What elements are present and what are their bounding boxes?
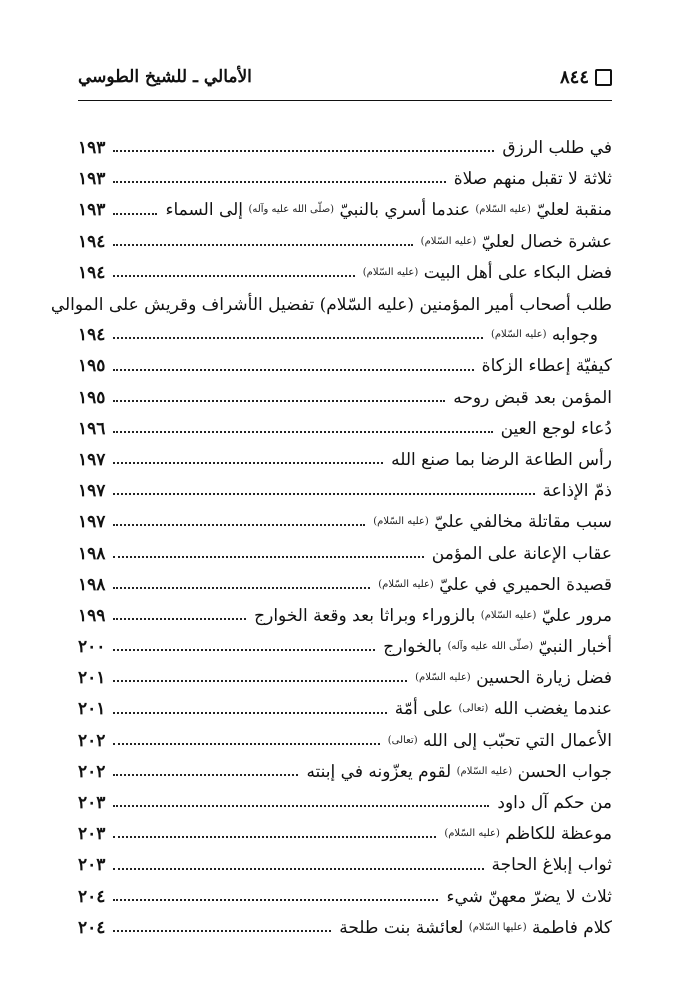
toc-entry	[78, 565, 612, 596]
toc-entry-title	[491, 324, 612, 346]
toc-page-number: ٢٠١	[78, 699, 106, 720]
toc-entry	[78, 378, 612, 409]
dot-leader	[113, 337, 483, 339]
dot-leader	[113, 213, 157, 215]
toc-page-number: ١٩٥	[78, 356, 106, 377]
dot-leader	[113, 556, 423, 558]
toc-page-number: ١٩٤	[78, 231, 106, 252]
toc-entry	[78, 752, 612, 783]
toc-entry-text: عندما يغضب الله	[493, 699, 612, 720]
toc-entry-text: كيفيّة إعطاء الزكاة	[481, 356, 612, 377]
honorific-annotation: (عليه السّلام)	[490, 329, 547, 341]
toc-entry-text: عقاب الإعانة على المؤمن	[431, 543, 612, 564]
toc-entry-text-continued: بالخوارج	[383, 637, 443, 658]
toc-entry	[78, 502, 612, 533]
toc-entry-text: موعظة للكاظم	[505, 824, 612, 845]
toc-page-number: ١٩٣	[78, 200, 106, 221]
toc-entry	[78, 533, 612, 564]
toc-page-number: ١٩٣	[78, 138, 106, 159]
toc-entry	[78, 658, 612, 689]
toc-page-number: ٢٠١	[78, 668, 106, 689]
toc-entry	[78, 689, 612, 720]
honorific-annotation: (عليها السّلام)	[468, 921, 527, 933]
toc-page-number: ٢٠٣	[78, 824, 106, 845]
toc-entry-text: فضل زيارة الحسين	[476, 668, 612, 689]
dot-leader	[113, 899, 438, 901]
toc-entry-text: كلام فاطمة	[532, 917, 612, 938]
toc-page-number: ٢٠٣	[78, 855, 106, 876]
toc-entry-text: أخبار النبيّ	[538, 637, 612, 658]
toc-entry-title	[492, 854, 612, 876]
toc-entry	[78, 253, 612, 284]
toc-page-number: ١٩٤	[78, 325, 106, 346]
honorific-annotation: (عليه السّلام)	[475, 204, 531, 216]
toc-page-number: ٢٠٤	[78, 886, 106, 907]
toc-entry-text: قصيدة الحميري في عليّ	[439, 574, 612, 595]
toc-entry	[78, 908, 612, 939]
dot-leader	[113, 431, 492, 433]
toc-page-number: ٢٠٢	[78, 761, 106, 782]
dot-leader	[113, 524, 365, 526]
dot-leader	[113, 181, 445, 183]
honorific-annotation: (عليه السّلام)	[373, 516, 429, 528]
dot-leader	[113, 868, 483, 870]
dot-leader	[113, 774, 298, 776]
toc-page-number: ١٩٧	[78, 449, 106, 470]
dot-leader	[113, 836, 436, 838]
toc-entry-text: ذمّ الإذاعة	[542, 481, 612, 502]
toc-entry	[78, 877, 612, 908]
toc-entry-title	[254, 605, 612, 627]
toc-entry-title	[454, 168, 612, 190]
toc-entry	[78, 783, 612, 814]
dot-leader	[113, 649, 375, 651]
honorific-annotation: (عليه السّلام)	[420, 235, 477, 247]
dot-leader	[113, 400, 445, 402]
page-number: ٨٤٤	[559, 66, 589, 88]
honorific-annotation: (عليه السّلام)	[456, 765, 513, 777]
toc-page-number: ١٩٦	[78, 418, 106, 439]
toc-entry-wrapped-line	[50, 284, 612, 316]
toc-entry-text: ثلاثة لا تقبل منهم صلاة	[453, 169, 612, 190]
toc-page-number: ١٩٨	[78, 543, 106, 564]
dot-leader	[113, 462, 383, 464]
toc-page-number: ٢٠٠	[78, 637, 106, 658]
toc-entry-text: وجوابه	[551, 325, 598, 346]
toc-page-number: ١٩٩	[78, 605, 106, 626]
toc-entry-text-continued: إلى السماء	[165, 200, 244, 221]
dot-leader	[113, 618, 246, 620]
toc-entry-text-continued: بالزوراء وبراثا بعد وقعة الخوارج	[254, 605, 476, 626]
honorific-annotation: (عليه السّلام)	[480, 609, 537, 621]
toc-entry-title	[421, 231, 612, 253]
toc-entry-text: فضل البكاء على أهل البيت	[423, 262, 612, 283]
toc-entry-title	[306, 761, 612, 783]
toc-entry-title	[388, 730, 612, 752]
toc-entry-title	[415, 667, 612, 689]
toc-entry-text: سبب مقاتلة مخالفي عليّ	[434, 512, 612, 533]
toc-entry-text-continued: لعائشة بنت طلحة	[339, 917, 464, 938]
dot-leader	[113, 743, 379, 745]
honorific-annotation: (تعالى)	[387, 734, 418, 746]
toc-entry-title	[444, 823, 612, 845]
dot-leader	[113, 680, 407, 682]
toc-page-number: ٢٠٣	[78, 793, 106, 814]
toc-entry	[78, 409, 612, 440]
honorific-annotation: (عليه السّلام)	[362, 266, 419, 278]
toc-entry-title	[383, 636, 612, 658]
toc-entry-title	[339, 917, 612, 939]
toc-entry-text-continued: على أمّة	[394, 699, 454, 720]
toc-entry-text: مرور عليّ	[541, 605, 612, 626]
honorific-annotation: (عليه السّلام)	[415, 672, 471, 684]
toc-page-number: ١٩٥	[78, 387, 106, 408]
dot-leader	[113, 493, 534, 495]
toc-entry	[78, 814, 612, 845]
toc-entry	[78, 190, 612, 221]
toc-page-number: ١٩٧	[78, 481, 106, 502]
dot-leader	[113, 805, 489, 807]
toc-entry-text: منقبة لعليّ	[536, 200, 612, 221]
toc-entry	[78, 440, 612, 471]
toc-page-number: ١٩٨	[78, 574, 106, 595]
page-box-icon	[595, 69, 612, 86]
toc-entry-text-continued: لقوم يعزّونه في إبنته	[306, 761, 452, 782]
toc-entry-text: رأس الطاعة الرضا بما صنع الله	[391, 449, 612, 470]
toc-entry-title	[543, 480, 612, 502]
toc-page-number: ١٩٧	[78, 512, 106, 533]
dot-leader	[113, 150, 494, 152]
page-number-group	[560, 67, 612, 88]
toc-entry-text: من حكم آل داود	[497, 793, 612, 814]
toc-entry	[78, 128, 612, 159]
toc-entry-title	[373, 511, 612, 533]
header-rule	[78, 100, 612, 101]
honorific-annotation: (تعالى)	[458, 703, 489, 715]
toc-entry	[78, 315, 612, 346]
honorific-annotation: (صلّى الله عليه وآله)	[447, 641, 534, 653]
toc-entry	[78, 222, 612, 253]
toc-entry-text: الأعمال التي تحبّب إلى الله	[423, 730, 612, 751]
toc-entry-title	[391, 449, 612, 471]
toc-entry-text-continued: عندما أسري بالنبيّ	[339, 200, 470, 221]
toc-page-number: ١٩٤	[78, 262, 106, 283]
toc-entry-title: طلب أصحاب أمير المؤمنين (عليه السّلام) تفضيل الأشراف وقريش على الموالي	[50, 295, 612, 316]
toc-entry-title	[165, 199, 612, 221]
toc-entry	[78, 721, 612, 752]
toc-entry	[78, 596, 612, 627]
dot-leader	[113, 712, 386, 714]
toc-entry-title	[501, 418, 612, 440]
toc-entry-title	[497, 792, 612, 814]
toc-entry	[78, 346, 612, 377]
dot-leader	[113, 244, 412, 246]
dot-leader	[113, 369, 473, 371]
dot-leader	[113, 587, 370, 589]
toc-entry	[78, 845, 612, 876]
toc-entry-title	[446, 886, 612, 908]
toc-entry-title	[502, 137, 612, 159]
toc-entry-title	[482, 355, 612, 377]
toc-page-number: ٢٠٤	[78, 917, 106, 938]
toc-entry	[78, 471, 612, 502]
honorific-annotation: (عليه السّلام)	[444, 828, 500, 840]
toc-entry	[78, 627, 612, 658]
toc-entry-text: ثواب إبلاغ الحاجة	[491, 855, 612, 876]
toc-entry-text: في طلب الرزق	[502, 138, 612, 159]
toc-entry-title	[453, 387, 612, 409]
honorific-annotation: (عليه السّلام)	[378, 578, 434, 590]
toc-entry-text: عشرة خصال لعليّ	[481, 231, 612, 252]
toc-entry	[78, 159, 612, 190]
table-of-contents	[50, 128, 612, 939]
dot-leader	[113, 930, 331, 932]
dot-leader	[113, 275, 354, 277]
page-header	[78, 60, 612, 94]
toc-entry-title	[363, 262, 612, 284]
toc-entry-title	[432, 543, 612, 565]
book-title: الأمالي ـ للشيخ الطوسي	[78, 67, 252, 87]
toc-entry-title	[378, 574, 612, 596]
toc-entry-title	[395, 698, 612, 720]
toc-page-number: ١٩٣	[78, 169, 106, 190]
toc-entry-text: المؤمن بعد قبض روحه	[453, 387, 612, 408]
toc-entry-text: دُعاء لوجع العين	[500, 418, 612, 439]
honorific-annotation: (صلّى الله عليه وآله)	[248, 204, 335, 216]
toc-entry-text: جواب الحسن	[517, 761, 612, 782]
toc-page-number: ٢٠٢	[78, 730, 106, 751]
toc-entry-text: ثلاث لا يضرّ معهنّ شيء	[446, 886, 612, 907]
